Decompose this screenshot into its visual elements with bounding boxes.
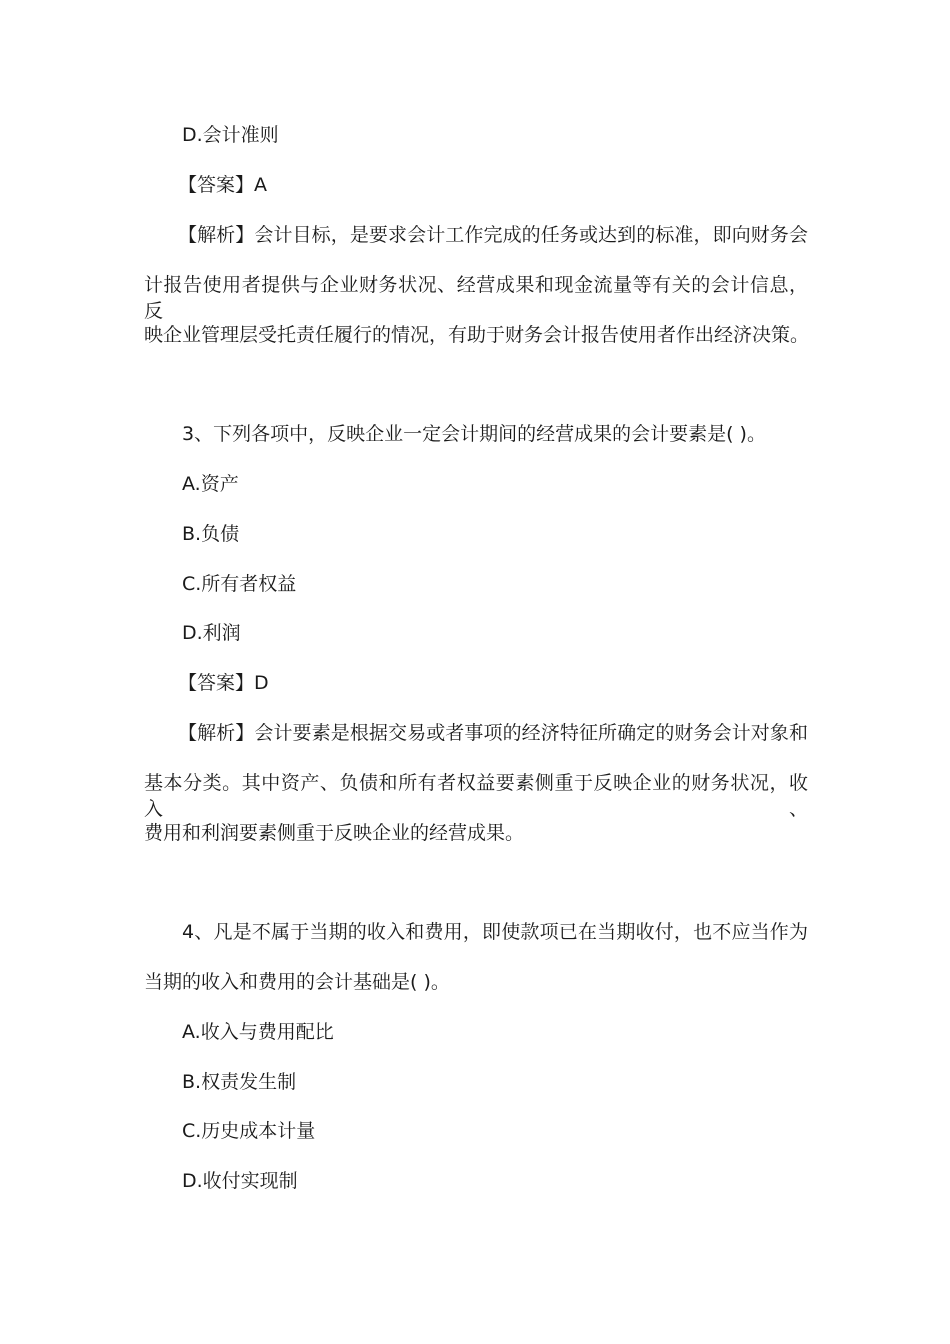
q2-analysis-line-1: 【解析】会计目标，是要求会计工作完成的任务或达到的标准，即向财务会 [178,224,808,246]
q4-option-b: B.权责发生制 [182,1071,297,1093]
q4-option-a: A.收入与费用配比 [182,1021,334,1043]
q3-analysis-line-1: 【解析】会计要素是根据交易或者事项的经济特征所确定的财务会计对象和 [178,722,808,744]
q4-question-line-2: 当期的收入和费用的会计基础是( )。 [144,971,450,993]
q2-option-d: D.会计准则 [182,124,279,146]
q4-option-c: C.历史成本计量 [182,1120,316,1142]
q3-analysis-line-2: 基本分类。其中资产、负债和所有者权益要素侧重于反映企业的财务状况，收入、 [144,772,808,820]
q3-option-c: C.所有者权益 [182,573,297,595]
q3-analysis-line-3: 费用和利润要素侧重于反映企业的经营成果。 [144,822,525,844]
q2-analysis-line-2: 计报告使用者提供与企业财务状况、经营成果和现金流量等有关的会计信息，反 [144,274,808,322]
q3-question: 3、下列各项中，反映企业一定会计期间的经营成果的会计要素是( )。 [182,423,766,445]
q2-analysis-line-3: 映企业管理层受托责任履行的情况，有助于财务会计报告使用者作出经济决策。 [144,324,810,346]
q3-option-a: A.资产 [182,473,239,495]
q3-option-b: B.负债 [182,523,240,545]
q4-option-d: D.收付实现制 [182,1170,298,1192]
q2-answer: 【答案】A [178,174,267,196]
q3-answer: 【答案】D [178,672,269,694]
q3-option-d: D.利润 [182,622,241,644]
q4-question-line-1: 4、凡是不属于当期的收入和费用，即使款项已在当期收付，也不应当作为 [182,921,808,943]
